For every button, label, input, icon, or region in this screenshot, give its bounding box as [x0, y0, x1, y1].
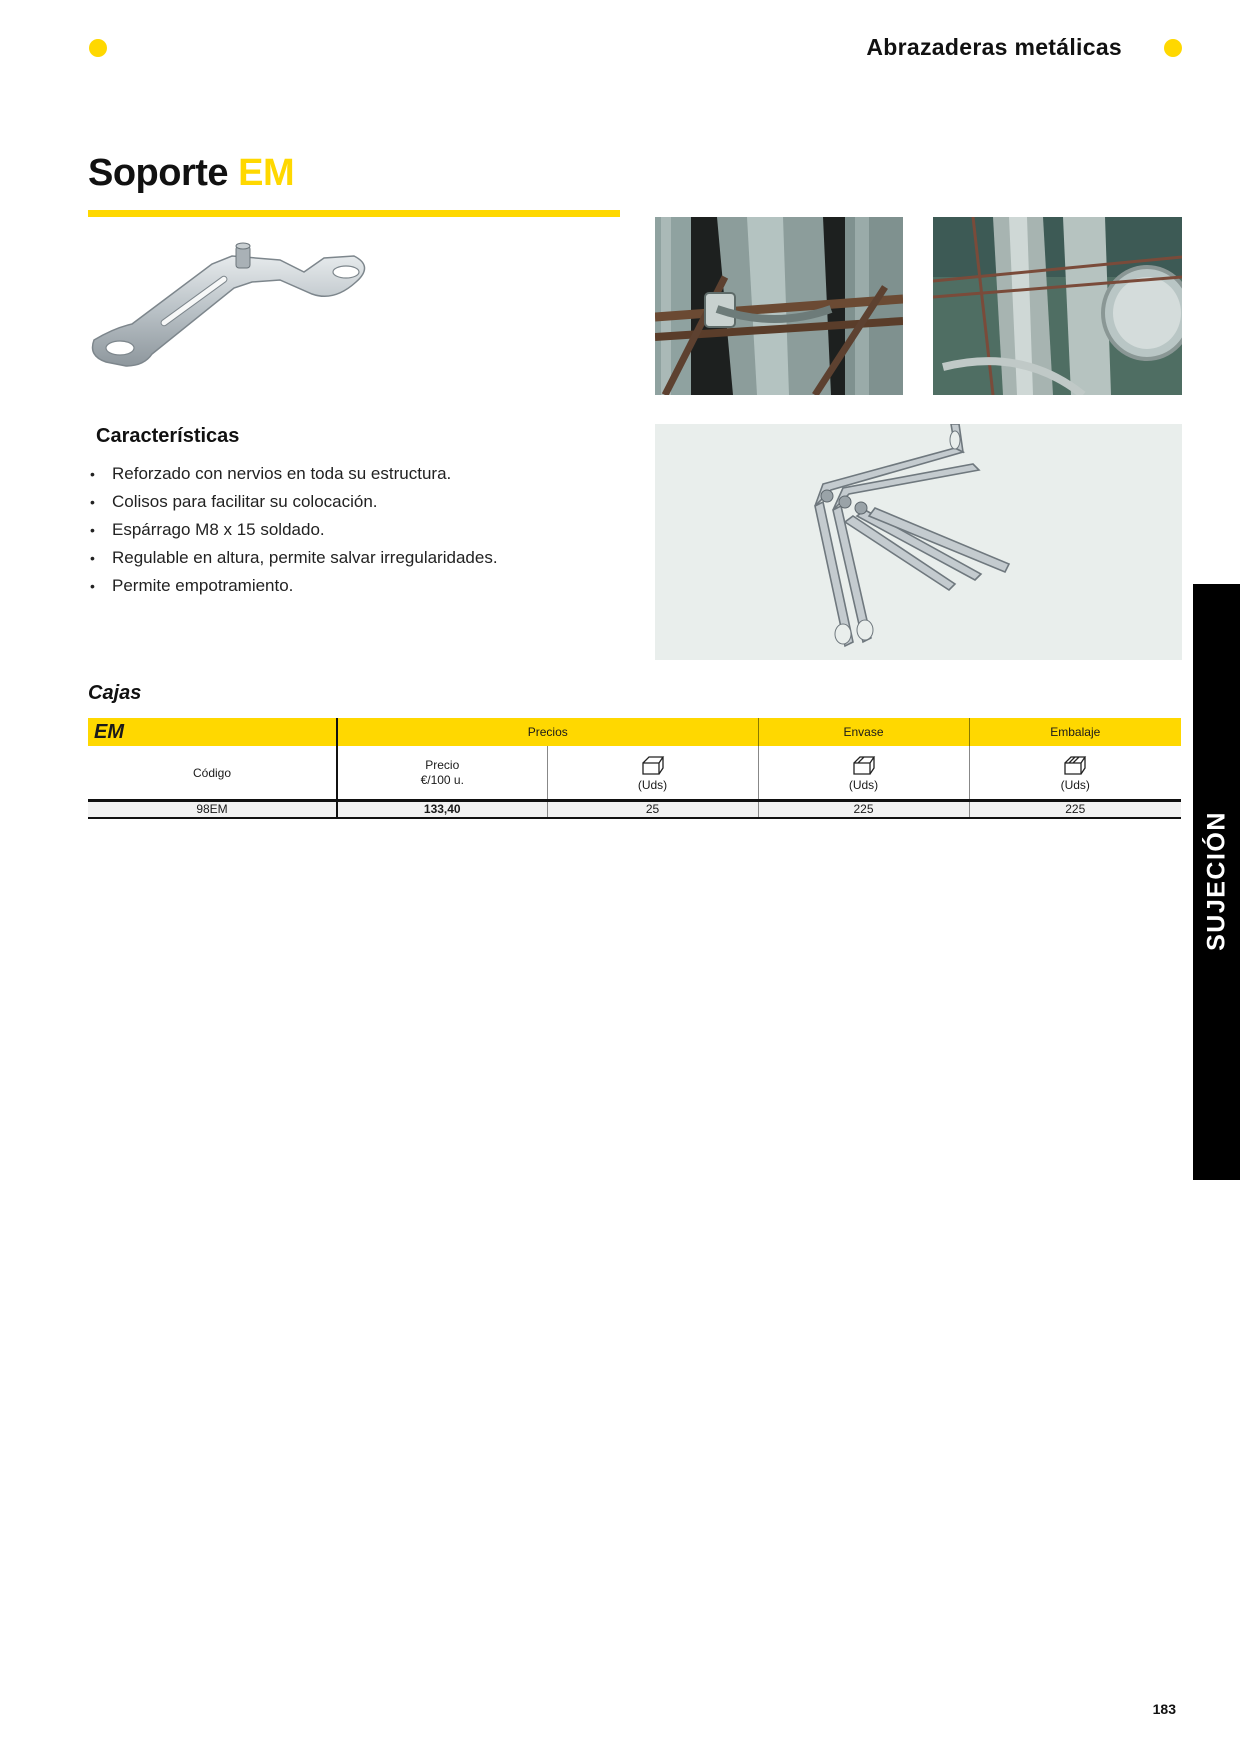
cell-codigo: 98EM — [88, 800, 337, 818]
subheader-uds-envase — [758, 746, 969, 800]
yellow-dot-right — [1164, 39, 1182, 57]
subheader-precio-line1: Precio — [425, 758, 460, 773]
section-title: Abrazaderas metálicas — [866, 34, 1122, 60]
table-section-label: Cajas — [88, 682, 142, 704]
subheader-uds-embalaje — [969, 746, 1181, 800]
feature-item: • Reforzado con nervios en toda su estructura. — [90, 460, 498, 488]
product-group-image — [655, 424, 1182, 660]
table-header-row — [88, 718, 1181, 746]
feature-item: • Espárrago M8 x 15 soldado. — [90, 516, 498, 544]
header-precios: Precios — [337, 718, 758, 746]
feature-item: • Regulable en altura, permite salvar irregularidades. — [90, 544, 498, 572]
subheader-precio-line2: €/100 u. — [420, 773, 464, 788]
title-underline — [88, 210, 620, 217]
side-tab — [1193, 584, 1240, 1180]
cell-embalaje: 225 — [969, 800, 1181, 818]
page-number: 183 — [1152, 1701, 1176, 1717]
cell-precio: 133,40 — [337, 800, 547, 818]
subheader-uds-caja — [547, 746, 758, 800]
table-row — [88, 800, 1181, 818]
table-subheader-row — [88, 746, 1181, 800]
installation-photo-1 — [655, 217, 903, 395]
features-list — [90, 460, 498, 600]
product-title — [88, 152, 294, 195]
box-icon — [641, 754, 665, 776]
package-icon — [852, 754, 876, 776]
product-title-accent: EM — [238, 152, 295, 194]
table-group-label: EM — [88, 718, 337, 746]
shipping-box-icon — [1063, 754, 1087, 776]
subheader-precio — [337, 746, 547, 800]
cell-uds-caja: 25 — [547, 800, 758, 818]
subheader-uds-label: (Uds) — [637, 778, 668, 793]
subheader-uds-label: (Uds) — [1060, 778, 1090, 793]
side-tab-label: SUJECIÓN — [1202, 811, 1230, 951]
features-title: Características — [96, 425, 240, 447]
yellow-dot-left — [89, 39, 107, 57]
feature-item: • Permite empotramiento. — [90, 572, 498, 600]
cell-envase: 225 — [758, 800, 969, 818]
header-embalaje: Embalaje — [969, 718, 1181, 746]
product-image — [84, 238, 394, 378]
header-envase: Envase — [758, 718, 969, 746]
installation-photo-2 — [933, 217, 1182, 395]
feature-item: • Colisos para facilitar su colocación. — [90, 488, 498, 516]
product-title-main: Soporte — [88, 152, 239, 194]
subheader-uds-label: (Uds) — [848, 778, 879, 793]
price-table — [88, 718, 1181, 819]
subheader-codigo: Código — [88, 746, 337, 800]
